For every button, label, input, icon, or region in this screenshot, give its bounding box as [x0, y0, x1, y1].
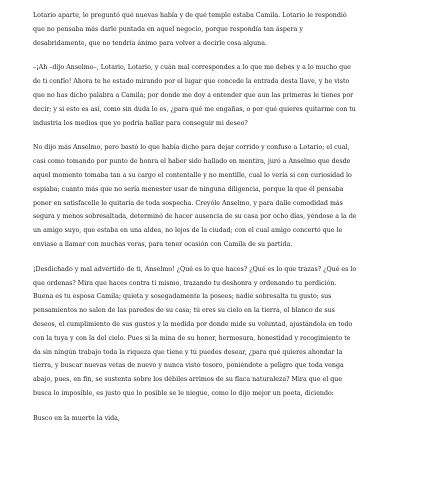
text-line: ¡Desdichado y mal advertido de ti, Anselmo! ¿Qué es lo que haces? ¿Qué es lo que trazas? ¿Qué es lo	[33, 265, 357, 273]
text-line: Busco en la muerte la vida,	[33, 414, 120, 422]
text-line: desabridamente, que no tendría ánimo para volver a decirle cosa alguna.	[33, 39, 267, 47]
text-line: tierra, y buscar nuevas vetas de nuevo y nunca visto tesoro, poniéndote a peligro que toda venga	[33, 362, 344, 370]
text-line: No dijo más Anselmo, pero bastó lo que había dicho para dejar corrido y confuso a Lotario; el cual,	[33, 144, 350, 152]
text-line: casi como tomando por punto de honra el haber sido hallado en mentira, juró a Anselmo que desde	[33, 158, 351, 166]
text-line: enviase a llamar con muchas veras, para tener ocasión con Camila de su partida.	[33, 240, 293, 248]
text-line: espiaba; cuanto más que no sería menester usar de ninguna diligencia, porque la que él pensaba	[33, 185, 344, 193]
text-line: decir; y si esto es así, como sin duda lo es, ¿para qué me engañas, o por qué quieres quitarme con tu	[33, 105, 356, 113]
text-line: pensamientos no salen de las paredes de su casa; tú eres su cielo en la tierra, el blanco de sus	[33, 307, 335, 315]
paragraph-lotario-reply	[33, 9, 417, 50]
text-line: da sin ningún trabajo toda la riqueza que tiene y tú puedes desear, ¿para qué quieres ahondar la	[33, 348, 343, 356]
text-line: que ordenas? Mira que haces contra ti mismo, trazando tu deshonra y ordenando tu perdición.	[33, 279, 337, 287]
text-line: Buena es tu esposa Camila; quieta y sosegadamente la posees; nadie sobresalta tu gusto; sus	[33, 293, 332, 301]
paragraph-verse	[33, 412, 417, 426]
text-line: de ti confío! Ahora te he estado mirando por el lugar que concede la entrada desta llave, y he visto	[33, 78, 350, 86]
text-line: industria los medios que yo podría hallar para conseguir mi deseo?	[33, 119, 248, 127]
text-line: un amigo suyo, que estaba en una aldea, no lejos de la ciudad; con el cual amigo concertó que le	[33, 227, 343, 235]
paragraph-anselmo-departure	[33, 141, 417, 251]
text-line: –¡Ah –dijo Anselmo–, Lotario, Lotario, y cuán mal correspondes a lo que me debes y a lo mucho que	[33, 64, 351, 72]
text-line: con la tuya y con la del cielo. Pues si la mina de su honor, hermosura, honestidad y recogimiento te	[33, 334, 351, 342]
text-line: que no pensaba más darle puntada en aquel negocio, porque respondía tan áspera y	[33, 25, 303, 33]
document-page	[33, 9, 417, 437]
text-line: deseos, el cumplimiento de sus gustos y la medida por donde mide su voluntad, ajustándola en todo	[33, 320, 353, 328]
paragraph-narrator-lament	[33, 263, 417, 401]
paragraph-anselmo-speech	[33, 61, 417, 130]
text-line: busca lo imposible, es justo que lo posible se le niegue, como lo dijo mejor un poeta, diciendo:	[33, 389, 334, 397]
text-line: segura y menos sobresaltada, determinó de hacer ausencia de su casa por ocho días, yéndose a la de	[33, 213, 357, 221]
text-line: Lotario aparte, le preguntó qué nuevas había y de qué temple estaba Camila. Lotario le respondió	[33, 12, 347, 19]
text-line: abajo, pues, en fin, se sustenta sobre los débiles arrimos de su flaca naturaleza? Mira que el que	[33, 376, 343, 384]
text-line: poner en satisfacelle le quitaría de toda sospecha. Creyóle Anselmo, y para dalle comodidad más	[33, 199, 343, 207]
text-line: que no has dicho palabra a Camila; por donde me doy a entender que aun las primeras le tienes por	[33, 91, 354, 99]
text-line: aquel momento tomaba tan a su cargo el contentalle y no mentille, cual lo vería si con curiosidad lo	[33, 171, 352, 179]
